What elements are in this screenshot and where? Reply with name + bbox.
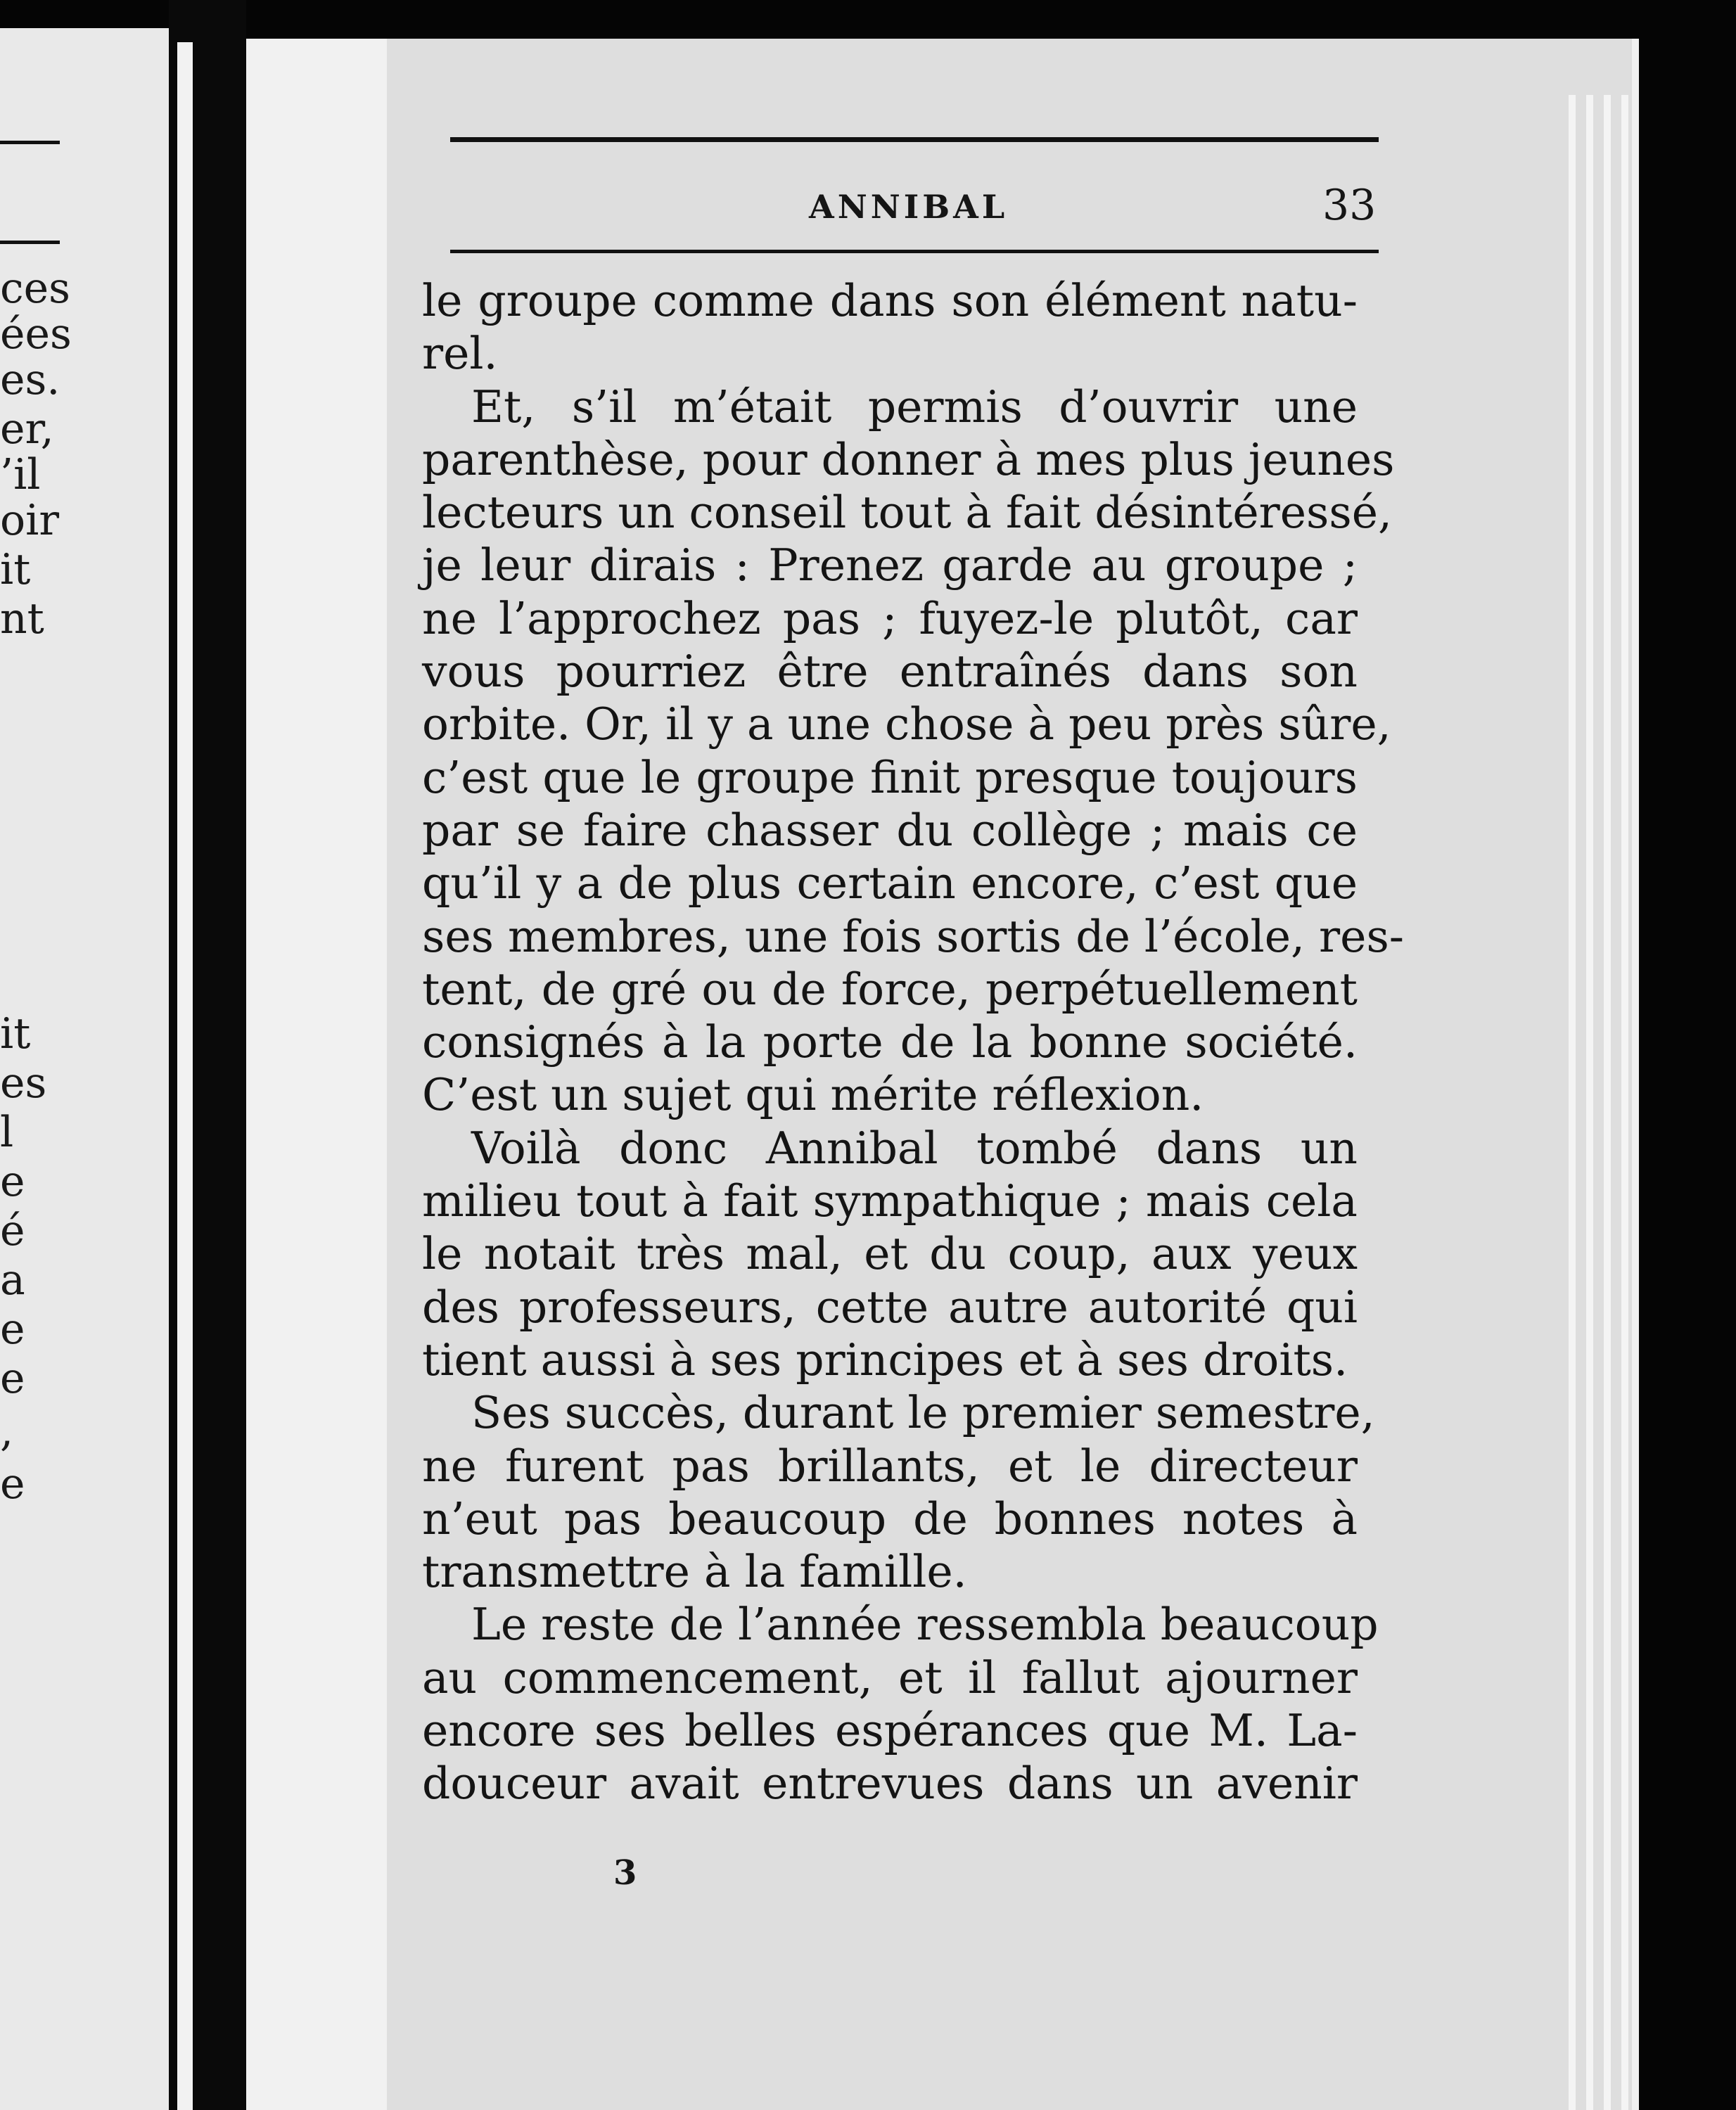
left-page-line-fragment: , [0, 1407, 14, 1456]
text-line: par se faire chasser du collège ; mais ce [422, 804, 1358, 856]
signature-mark: 3 [613, 1853, 637, 1893]
text-line: parenthèse, pour donner à mes plus jeunes [422, 433, 1395, 485]
header-rule-bottom [450, 250, 1379, 253]
text-line: ne furent pas brillants, et le directeur [422, 1440, 1358, 1492]
page-block-edge [1621, 95, 1628, 2110]
left-page-line-fragment: é [0, 1206, 25, 1255]
text-line: ne l’approchez pas ; fuyez-le plutôt, car [422, 592, 1358, 644]
page-number: 33 [1322, 181, 1377, 230]
text-line: transmettre à la famille. [422, 1546, 967, 1598]
left-page-line-fragment: it [0, 545, 31, 594]
left-page-line-fragment: oir [0, 496, 59, 545]
text-line: des professeurs, cette autre autorité qui [422, 1281, 1358, 1333]
text-line: douceur avait entrevues dans un avenir [422, 1758, 1358, 1810]
body-text [422, 274, 1405, 1810]
left-page-line-fragment: it [0, 1009, 31, 1059]
text-line: le groupe comme dans son élément natu- [422, 275, 1358, 326]
text-line: n’eut pas beaucoup de bonnes notes à [422, 1492, 1358, 1545]
left-page-line-fragment: es. [0, 355, 60, 404]
page-block-edge [1604, 95, 1611, 2110]
left-page-line-fragment: e [0, 1354, 25, 1403]
left-page-line-fragment: ées [0, 309, 72, 359]
left-page-fragment [0, 28, 169, 2110]
text-line: je leur dirais : Prenez garde au groupe ; [422, 539, 1358, 592]
left-page-line-fragment: er, [0, 404, 54, 454]
text-line: C’est un sujet qui mérite réflexion. [422, 1069, 1204, 1121]
text-line: Le reste de l’année ressembla beaucoup [471, 1599, 1379, 1651]
text-line: milieu tout à fait sympathique ; mais cela [422, 1175, 1358, 1227]
text-line: orbite. Or, il y a une chose à peu près sûre, [422, 698, 1391, 750]
text-line: ses membres, une fois sortis de l’école, res- [422, 910, 1405, 962]
text-line: encore ses belles espérances que M. La- [422, 1705, 1358, 1757]
left-page-line-fragment: ’il [0, 450, 41, 499]
left-page-line-fragment: l [0, 1108, 14, 1157]
running-title: ANNIBAL [809, 188, 1009, 226]
text-line: tent, de gré ou de force, perpétuellement [422, 963, 1358, 1015]
text-line: Ses succès, durant le premier semestre, [471, 1387, 1375, 1439]
text-line: au commencement, et il fallut ajourner [422, 1651, 1358, 1703]
text-line: tient aussi à ses principes et à ses droits. [422, 1334, 1348, 1386]
text-line: vous pourriez être entraînés dans son [422, 646, 1358, 698]
text-line: qu’il y a de plus certain encore, c’est que [422, 857, 1358, 909]
page-fold-edge [177, 42, 193, 2110]
text-line: rel. [422, 328, 498, 380]
left-header-rule-bottom [0, 241, 60, 244]
text-line: Et, s’il m’était permis d’ouvrir une [471, 381, 1358, 433]
left-page-line-fragment: e [0, 1305, 25, 1354]
left-page-line-fragment: e [0, 1157, 25, 1206]
text-line: le notait très mal, et du coup, aux yeux [422, 1228, 1358, 1280]
left-page-line-fragment: ces [0, 264, 70, 313]
text-line: consignés à la porte de la bonne société. [422, 1016, 1358, 1068]
left-page-line-fragment: es [0, 1059, 47, 1108]
running-header [450, 137, 1379, 264]
left-header-rule-top [0, 141, 60, 144]
text-line: lecteurs un conseil tout à fait désintéressé, [422, 487, 1393, 539]
page-block-edge [1586, 95, 1593, 2110]
page-block-edge [1569, 95, 1576, 2110]
text-line: c’est que le groupe finit presque toujours [422, 751, 1358, 803]
left-page-line-fragment: a [0, 1255, 25, 1305]
text-line: Voilà donc Annibal tombé dans un [471, 1122, 1358, 1174]
left-page-line-fragment: nt [0, 594, 44, 644]
left-page-line-fragment: e [0, 1459, 25, 1509]
book-gutter [169, 0, 246, 2110]
header-rule-top [450, 137, 1379, 142]
